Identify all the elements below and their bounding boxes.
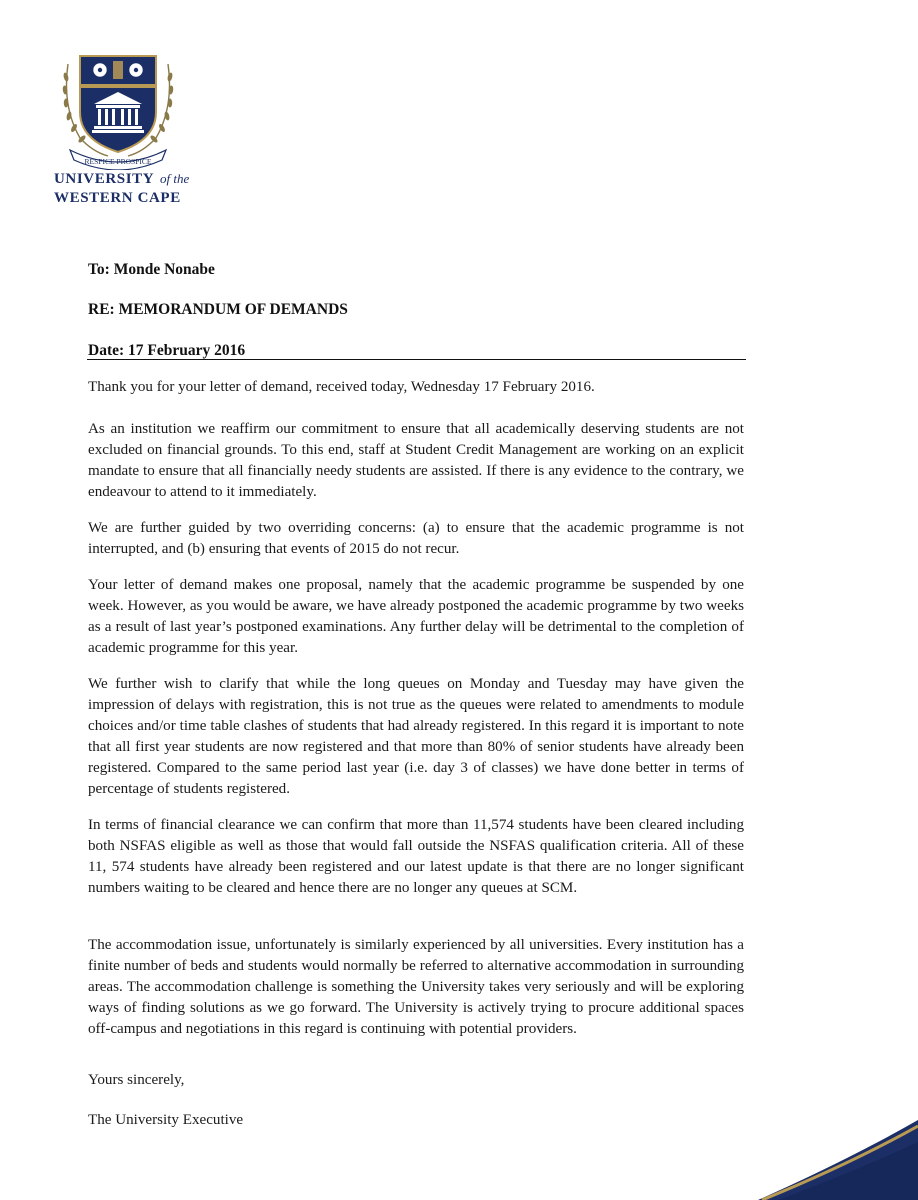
closing-salutation: Yours sincerely, [88, 1072, 185, 1088]
recipient-line: To: Monde Nonabe [88, 261, 215, 278]
signatory: The University Executive [88, 1112, 244, 1128]
body-paragraph-1: Thank you for your letter of demand, received today, Wednesday 17 February 2016. [88, 379, 595, 395]
date-line: Date: 17 February 2016 [88, 342, 246, 359]
university-name-word: UNIVERSITY [54, 171, 154, 187]
body-paragraph-7: The accommodation issue, unfortunately is similarly experienced by all universities. Every institution has a finite number of beds and students would normally be referred to alternative accommodation in surrounding areas. The accommodation challenge is something the University takes very seriously and will be exploring ways of finding solutions as we go forward. The University is actively trying to procure additional spaces off-campus and negotiations in this regard is continuing with potential providers. [88, 937, 744, 1037]
university-name-ofthe: of the [160, 171, 190, 186]
body-paragraph-4: Your letter of demand makes one proposal, namely that the academic programme be suspended by one week. However, as you would be aware, we have already postponed the academic programme by two weeks as a result of last year’s postponed examinations. Any further delay will be detrimental to the completion of academic programme for this year. [88, 577, 744, 656]
body-paragraph-5: We further wish to clarify that while the long queues on Monday and Tuesday may have given the impression of delays with registration, this is not true as the queues were related to amendments to module choices and/or time table clashes of students that had already registered. In this regard it is important to note that all first year students are now registered and that more than 80% of senior students have already been registered. Compared to the same period last year (i.e. day 3 of classes) we have done better in terms of percentage of students registered. [88, 676, 744, 797]
body-paragraph-6: In terms of financial clearance we can confirm that more than 11,574 students have been cleared including both NSFAS eligible as well as those that would fall outside the NSFAS qualification criteria. All of these 11, 574 students have already been registered and our latest update is that there are no longer significant numbers waiting to be cleared and hence there are no longer any queues at SCM. [88, 817, 744, 896]
subject-line: RE: MEMORANDUM OF DEMANDS [88, 301, 348, 318]
corner-swoosh-decoration [758, 1120, 918, 1200]
body-paragraph-2: As an institution we reaffirm our commitment to ensure that all academically deserving students are not excluded on financial grounds. To this end, staff at Student Credit Management are working on an explicit mandate to ensure that all financially needy students are assisted. If there is any evidence to the contrary, we endeavour to attend to it immediately. [88, 421, 744, 500]
header-divider [87, 359, 746, 360]
motto-text: RESPICE PROSPICE [84, 157, 152, 166]
university-name-line1 [54, 171, 189, 188]
university-crest-logo [58, 52, 178, 170]
body-paragraph-3: We are further guided by two overriding concerns: (a) to ensure that the academic programme is not interrupted, and (b) ensuring that events of 2015 do not recur. [88, 520, 744, 557]
university-name-line2: WESTERN CAPE [54, 190, 181, 206]
